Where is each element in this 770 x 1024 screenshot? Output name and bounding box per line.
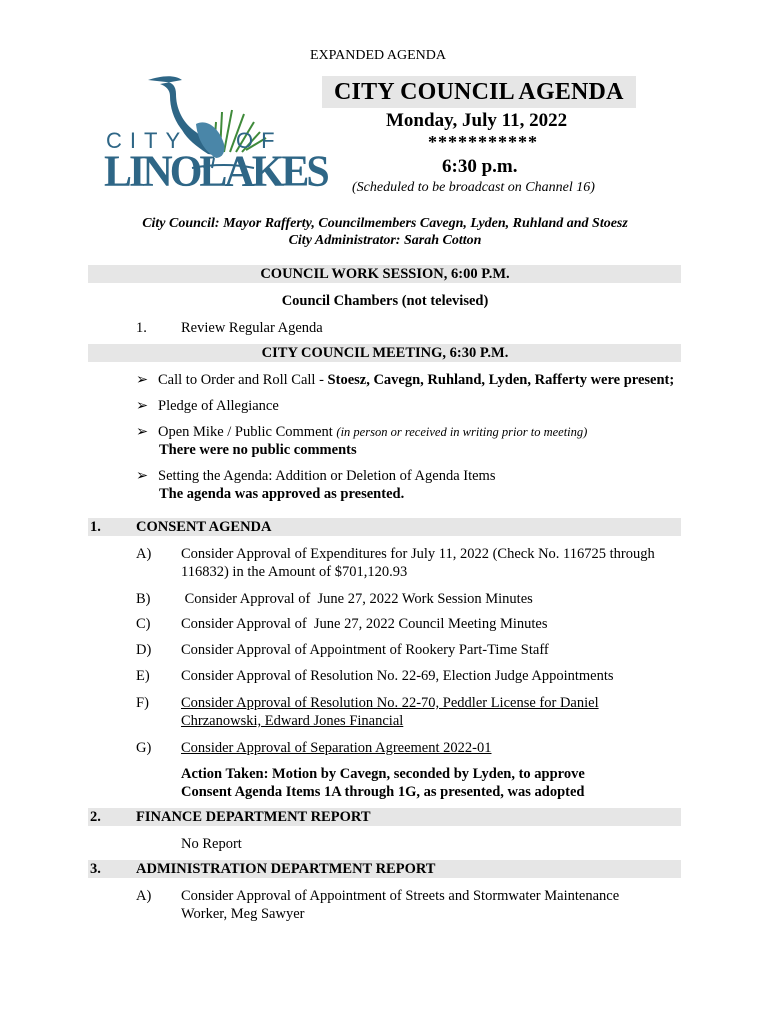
- expanded-agenda-label: EXPANDED AGENDA: [310, 48, 446, 63]
- city-administrator: City Administrator: Sarah Cotton: [288, 233, 482, 248]
- meeting-date: Monday, July 11, 2022: [386, 110, 568, 131]
- setting-agenda-result: The agenda was approved as presented.: [159, 486, 405, 502]
- admin-item-letter: A): [136, 888, 152, 904]
- page-title: CITY COUNCIL AGENDA: [322, 76, 636, 108]
- broadcast-note: (Scheduled to be broadcast on Channel 16): [352, 180, 595, 195]
- consent-heading: CONSENT AGENDA: [136, 519, 272, 535]
- stars-divider: ***********: [428, 132, 538, 152]
- meeting-time: 6:30 p.m.: [442, 156, 518, 177]
- consent-item-e: Consider Approval of Resolution No. 22-69, Election Judge Appointments: [181, 668, 614, 684]
- work-session-location: Council Chambers (not televised): [281, 293, 489, 309]
- list-item-open-mike: ➢ Open Mike / Public Comment (in person or received in writing prior to meeting): [136, 424, 588, 440]
- consent-item-letter: C): [136, 616, 151, 632]
- consent-item-d: Consider Approval of Appointment of Rookery Part-Time Staff: [181, 642, 549, 658]
- arrow-bullet-icon: ➢: [136, 424, 149, 440]
- logo-city-text: CITY: [106, 128, 189, 153]
- work-session-heading: COUNCIL WORK SESSION, 6:00 P.M.: [260, 266, 510, 282]
- consent-item-c: Consider Approval of June 27, 2022 Council Meeting Minutes: [181, 616, 548, 632]
- list-item-pledge: ➢ Pledge of Allegiance: [136, 398, 279, 414]
- consent-item-a-line1: Consider Approval of Expenditures for July 11, 2022 (Check No. 116725 through: [181, 546, 655, 562]
- consent-item-a-line2: 116832) in the Amount of $701,120.93: [181, 564, 408, 580]
- consent-action-line1: Action Taken: Motion by Cavegn, seconded by Lyden, to approve: [181, 766, 585, 782]
- admin-number: 3.: [90, 861, 101, 877]
- consent-item-f-link[interactable]: Consider Approval of Resolution No. 22-70, Peddler License for Daniel: [181, 695, 599, 711]
- finance-number: 2.: [90, 809, 101, 825]
- arrow-bullet-icon: ➢: [136, 372, 149, 388]
- consent-item-letter: F): [136, 695, 149, 711]
- logo-name-text: LINOLAKES: [104, 147, 327, 197]
- arrow-bullet-icon: ➢: [136, 468, 149, 484]
- work-session-item: Review Regular Agenda: [181, 320, 323, 336]
- meeting-heading: CITY COUNCIL MEETING, 6:30 P.M.: [261, 345, 509, 361]
- consent-item-letter: D): [136, 642, 152, 658]
- consent-item-b: Consider Approval of June 27, 2022 Work Session Minutes: [181, 591, 533, 607]
- list-item-setting-agenda: ➢ Setting the Agenda: Addition or Deletion of Agenda Items: [136, 468, 496, 484]
- consent-item-letter: G): [136, 740, 152, 756]
- list-item-roll-call: ➢ Call to Order and Roll Call - Stoesz, Cavegn, Ruhland, Lyden, Rafferty were present;: [136, 372, 675, 388]
- admin-heading: ADMINISTRATION DEPARTMENT REPORT: [136, 861, 436, 877]
- open-mike-result: There were no public comments: [159, 442, 357, 458]
- admin-item-line1: Consider Approval of Appointment of Streets and Stormwater Maintenance: [181, 888, 620, 904]
- arrow-bullet-icon: ➢: [136, 398, 149, 414]
- finance-body: No Report: [181, 836, 242, 852]
- consent-item-letter: A): [136, 546, 152, 562]
- logo-of-text: OF: [236, 128, 283, 153]
- consent-item-g-link[interactable]: Consider Approval of Separation Agreement 2022-01: [181, 740, 492, 756]
- admin-item-line2: Worker, Meg Sawyer: [181, 906, 305, 922]
- city-logo: [104, 72, 327, 200]
- work-session-item-number: 1.: [136, 320, 147, 336]
- roll-call-result: Stoesz, Cavegn, Ruhland, Lyden, Rafferty were present;: [327, 372, 675, 388]
- consent-number: 1.: [90, 519, 101, 535]
- consent-item-f-link-line2[interactable]: Chrzanowski, Edward Jones Financial: [181, 713, 404, 729]
- consent-item-letter: E): [136, 668, 150, 684]
- finance-heading: FINANCE DEPARTMENT REPORT: [136, 809, 371, 825]
- council-members: City Council: Mayor Rafferty, Councilmembers Cavegn, Lyden, Ruhland and Stoesz: [142, 216, 628, 231]
- consent-item-letter: B): [136, 591, 151, 607]
- consent-action-line2: Consent Agenda Items 1A through 1G, as presented, was adopted: [181, 784, 585, 800]
